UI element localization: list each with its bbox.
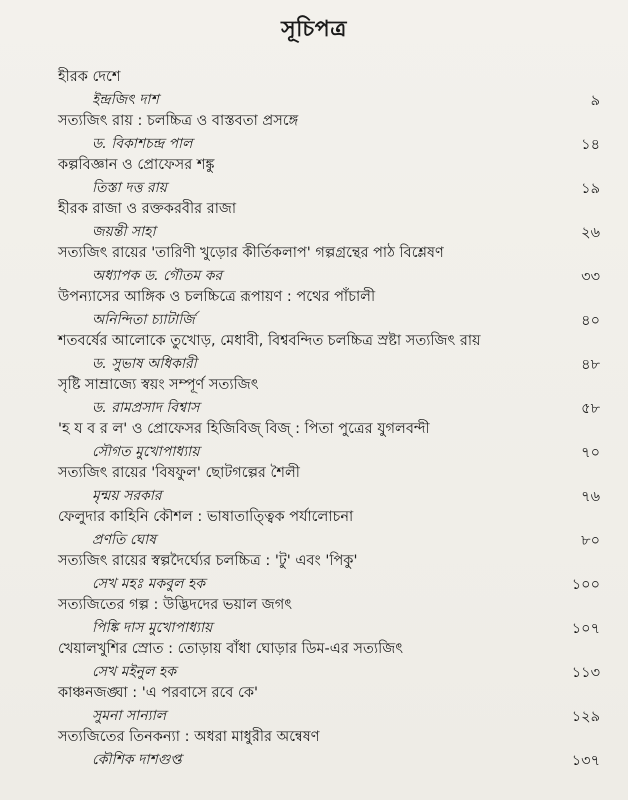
entry-author: ড. রামপ্রসাদ বিশ্বাস (92, 400, 200, 416)
toc-entry (0, 462, 628, 506)
entry-title: সত্যজিৎ রায়ের 'তারিণী খুড়োর কীর্তিকলাপ' গল্পগ্রন্থের পাঠ বিশ্লেষণ (58, 245, 444, 261)
entry-page-number: ৪৮ (581, 357, 600, 373)
entry-page-number: ১৪ (581, 137, 600, 153)
entry-author: প্রণতি ঘোষ (92, 532, 156, 548)
entry-author: অনিন্দিতা চ্যাটার্জি (92, 312, 195, 328)
entry-author: ড. সুভাষ অধিকারী (92, 356, 197, 372)
entry-title: খেয়ালখুশির স্রোত : তোড়ায় বাঁধা ঘোড়ার ডিম-এর সত্যজিৎ (58, 641, 403, 657)
entry-title: 'হ য ব র ল' ও প্রোফেসর হিজিবিজ্ বিজ্ : পিতা পুত্রের যুগলবন্দী (58, 421, 430, 437)
entry-page-number: ১৯ (581, 181, 600, 197)
toc-entry (0, 506, 628, 550)
toc-entry (0, 154, 628, 198)
entry-page-number: ৫৮ (581, 401, 600, 417)
entry-author: মৃন্ময় সরকার (92, 488, 162, 504)
entry-page-number: ৮০ (581, 533, 600, 549)
toc-entry (0, 286, 628, 330)
entry-title: উপন্যাসের আঙ্গিক ও চলচ্চিত্রে রূপায়ণ : পথের পাঁচালী (58, 289, 376, 305)
entry-page-number: ১৩৭ (571, 753, 600, 769)
entry-page-number: ৩৩ (581, 269, 600, 285)
entry-title: সত্যজিতের তিনকন্যা : অধরা মাধুরীর অন্বেষণ (58, 729, 320, 745)
entry-author: ইন্দ্রজিৎ দাশ (92, 92, 159, 108)
toc-entry (0, 110, 628, 154)
entry-title: সত্যজিৎ রায় : চলচ্চিত্র ও বাস্তবতা প্রসঙ্গে (58, 113, 299, 129)
entry-page-number: ২৬ (581, 225, 600, 241)
entry-page-number: ৯ (590, 93, 600, 109)
entry-author: ড. বিকাশচন্দ্র পাল (92, 136, 193, 152)
entry-title: হীরক রাজা ও রক্তকরবীর রাজা (58, 201, 237, 217)
entry-author: কৌশিক দাশগুপ্ত (92, 752, 182, 768)
toc-entry (0, 198, 628, 242)
toc-entry (0, 594, 628, 638)
entry-author: সুমনা সান্যাল (92, 708, 167, 724)
entry-author: অধ্যাপক ড. গৌতম কর (92, 268, 223, 284)
toc-entry (0, 550, 628, 594)
toc-entry (0, 726, 628, 770)
entry-title: কল্পবিজ্ঞান ও প্রোফেসর শঙ্কু (58, 157, 215, 173)
entry-author: তিস্তা দত্ত রায় (92, 180, 167, 196)
entry-author: পিঙ্কি দাস মুখোপাধ্যায় (92, 620, 213, 636)
entry-page-number: ৪০ (581, 313, 600, 329)
entry-title: সত্যজিতের গল্প : উদ্ভিদদের ভয়াল জগৎ (58, 597, 292, 613)
entry-page-number: ৭০ (581, 445, 600, 461)
toc-entry (0, 330, 628, 374)
entry-title: শতবর্ষের আলোকে তুখোড়, মেধাবী, বিশ্ববন্দিত চলচ্চিত্র স্রষ্টা সত্যজিৎ রায় (58, 333, 481, 349)
entry-page-number: ১২৯ (571, 709, 600, 725)
entry-title: হীরক দেশে (58, 69, 121, 85)
entry-title: কাঞ্চনজঙ্ঘা : 'এ পরবাসে রবে কে' (58, 685, 259, 701)
entry-title: সত্যজিৎ রায়ের স্বল্পদৈর্ঘ্যের চলচ্চিত্র : 'টু' এবং 'পিকু' (58, 553, 358, 569)
toc-entry (0, 242, 628, 286)
page-title: সূচিপত্র (281, 17, 347, 42)
toc-entry (0, 66, 628, 110)
toc-entry (0, 682, 628, 726)
toc-entry (0, 374, 628, 418)
entry-page-number: ৭৬ (581, 489, 600, 505)
entry-page-number: ১০০ (571, 577, 600, 593)
entry-page-number: ১০৭ (571, 621, 600, 637)
toc-entry (0, 638, 628, 682)
entry-title: সৃষ্টি সাম্রাজ্যে স্বয়ং সম্পূর্ণ সত্যজিৎ (58, 377, 259, 393)
entry-author: সৌগত মুখোপাধ্যায় (92, 444, 200, 460)
entry-page-number: ১১৩ (571, 665, 600, 681)
entry-author: সেখ মইনুল হক (92, 664, 177, 680)
entry-title: ফেলুদার কাহিনি কৌশল : ভাষাতাত্ত্বিক পর্যালোচনা (58, 509, 354, 525)
entry-title: সত্যজিৎ রায়ের 'বিষফুল' ছোটগল্পের শৈলী (58, 465, 300, 481)
entry-author: সেখ মহঃ মকবুল হক (92, 576, 206, 592)
entry-author: জয়ন্তী সাহা (92, 224, 156, 240)
toc-entry (0, 418, 628, 462)
